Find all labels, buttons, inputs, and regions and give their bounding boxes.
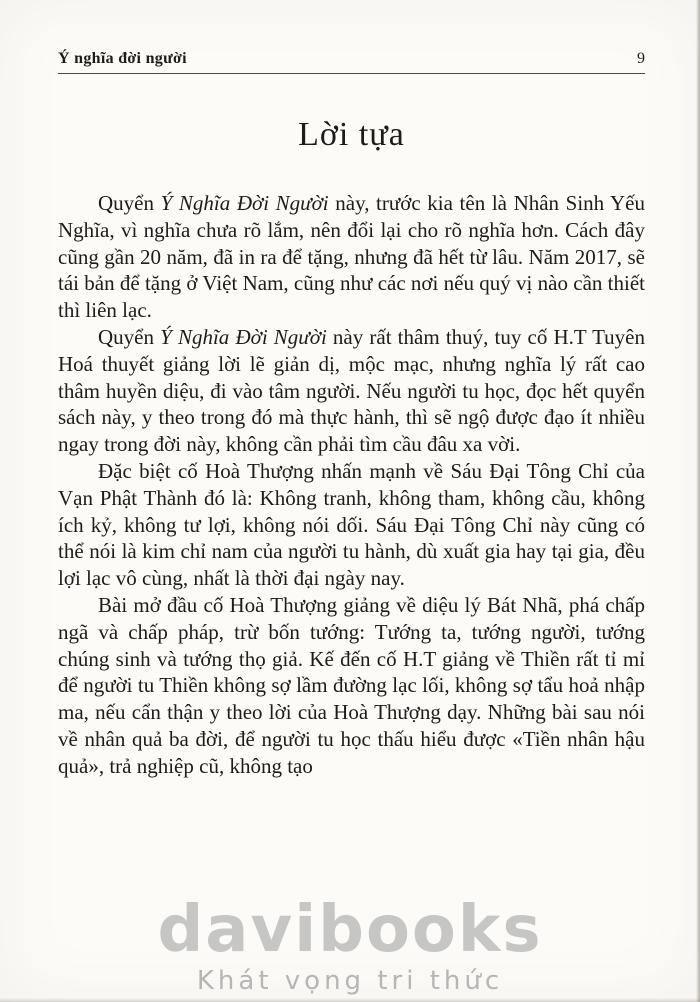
paragraph: [58, 190, 645, 324]
paragraph: [58, 324, 645, 458]
running-title: Ý nghĩa đời người: [58, 50, 187, 67]
text-run: này, trước kia tên là Nhân Sinh Yếu Nghĩa, vì nghĩa chưa rõ lắm, nên đổi lại cho rõ nghĩa hơn. Cách đây cũng gần 20 năm, đã in ra để tặng, nhưng đã hết từ lâu. Năm 2017, sẽ tái bản để tặng ở Việt Nam, cũng như các nơi nếu quý vị nào cần thiết thì liên lạc.: [58, 191, 645, 323]
body-text: [58, 190, 645, 780]
text-run: Bài mở đầu cố Hoà Thượng giảng về diệu lý Bát Nhã, phá chấp ngã và chấp pháp, trừ bốn tướng: Tướng ta, tướng người, tướng chúng sinh và tướng thọ giả. Kế đến cố H.T giảng về Thiền rất tỉ mỉ để người tu Thiền không sợ lầm đường lạc lối, không sợ tẩu hoả nhập ma, nếu cẩn thận y theo lời của Hoà Thượng dạy. Những bài sau nói về nhân quả ba đời, để người tu học thấu hiểu được «Tiền nhân hậu quả», trả nghiệp cũ, không tạo: [58, 592, 645, 778]
text-run: Quyển: [98, 191, 161, 215]
book-title-italic: Ý Nghĩa Đời Người: [160, 324, 327, 349]
text-run: Quyển: [98, 324, 161, 349]
paragraph: [58, 458, 645, 592]
page-title: Lời tựa: [298, 116, 405, 153]
watermark: [0, 893, 700, 996]
header-rule: [58, 73, 645, 74]
watermark-brand: davibooks: [157, 893, 543, 967]
text-run: này rất thâm thuý, tuy cố H.T Tuyên Hoá thuyết giảng lời lẽ giản dị, mộc mạc, nhưng nghĩa lý rất cao thâm huyền diệu, đi vào tâm người. Nếu người tu học, đọc hết quyển sách này, y theo trong đó mà thực hành, thì sẽ ngộ được đạo ít nhiều ngay trong đời này, không cần phải tìm cầu đâu xa vời.: [58, 324, 646, 457]
page-header: [58, 0, 645, 68]
paragraph: [58, 592, 645, 780]
watermark-tagline: Khát vọng tri thức: [196, 966, 504, 996]
text-run: Đặc biệt cố Hoà Thượng nhấn mạnh về Sáu Đại Tông Chỉ của Vạn Phật Thành đó là: Không tranh, không tham, không cầu, không ích kỷ, không tư lợi, không nói dối. Sáu Đại Tông Chỉ này cũng có thể nói là kim chỉ nam của người tu hành, dù xuất gia hay tại gia, đều lợi lạc vô cùng, nhất là thời đại ngày nay.: [58, 458, 645, 591]
book-title-italic: Ý Nghĩa Đời Người: [160, 191, 329, 215]
page-number: 9: [637, 50, 645, 67]
